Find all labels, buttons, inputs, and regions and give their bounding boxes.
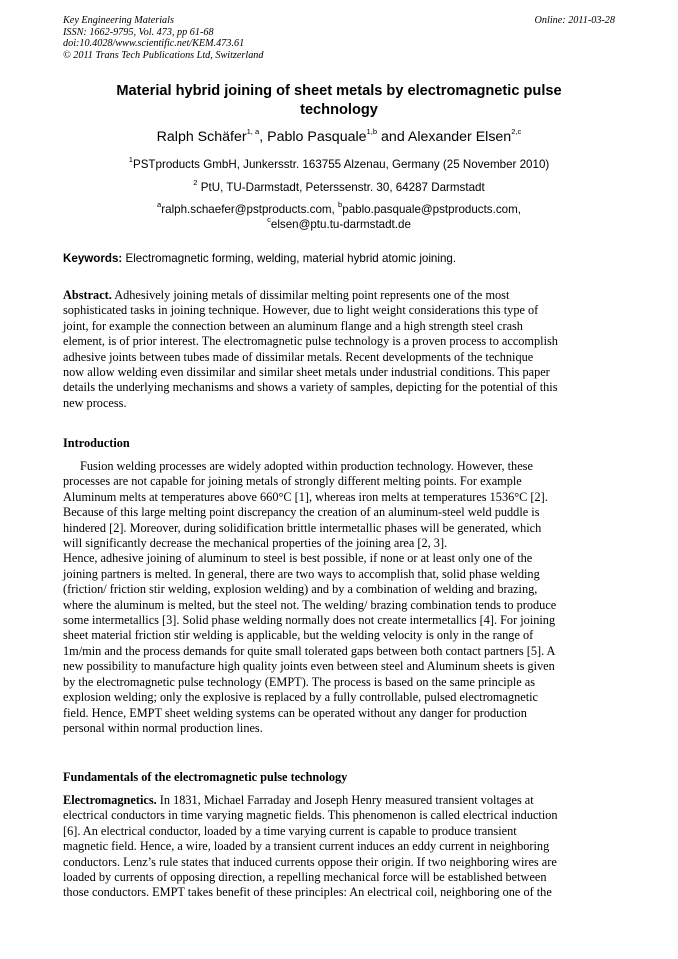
abstract-line: adhesive joints between tubes made of dissimilar metals. Recent developments of the technique (63, 349, 534, 364)
abstract-label: Abstract. (63, 288, 112, 302)
journal-header (63, 15, 615, 61)
intro-line: where the aluminum is melted, but the steel not. The welding/ brazing combination tends to produce (63, 597, 557, 612)
intro-line: (friction/ friction stir welding, explosion welding) and by a combination of welding and brazing, (63, 582, 538, 597)
keywords (63, 251, 615, 266)
affil-2-marker: 2 (193, 178, 198, 188)
introduction-body (63, 459, 615, 736)
author-separator: and (377, 129, 408, 145)
intro-line: processes are not capable for joining metals of strongly different melting points. For example (63, 474, 522, 489)
title-line-2: technology (300, 102, 378, 118)
email-a-marker: a (157, 200, 162, 210)
intro-line: field. Hence, EMPT sheet welding systems can be operated without any danger for production (63, 705, 527, 720)
author-2: Pablo Pasquale (263, 129, 367, 145)
intro-line: some intermetallics [3]. Solid phase welding normally does not create intermetallics [4]. For joining (63, 613, 556, 628)
fundamentals-body (63, 793, 615, 901)
author-3: Alexander Elsen (407, 129, 512, 145)
issn-line: ISSN: 1662-9795, Vol. 473, pp 61-68 (63, 26, 214, 38)
abstract-line: sophisticated tasks in joining technique. However, due to light weight considerations this type of (63, 303, 539, 318)
email-b-marker: b (338, 200, 343, 210)
fundamentals-line: magnetic field. Hence, a wire, loaded by a transient current induces an eddy current in neighboring (63, 839, 550, 854)
author-1-affil: 1, a (246, 127, 260, 137)
abstract-line: element, is of prior interest. The electromagnetic pulse technology is a proven process to accomplish (63, 334, 558, 349)
intro-line: hindered [2]. Moreover, during solidification brittle intermetallic phases will be generated, which (63, 520, 542, 535)
author-3-affil: 2,c (511, 127, 522, 137)
intro-line: Aluminum melts at temperatures above 660°C [1], whereas iron melts at temperatures 1536°C [2]. (63, 489, 548, 504)
intro-line: personal within normal production lines. (63, 720, 263, 735)
intro-line: new possibility to manufacture high quality joints even between steel and Aluminum sheets is given (63, 659, 555, 674)
abstract-line: details the underlying mechanisms and shows a variety of samples, depicting for the potential of this (63, 380, 558, 395)
journal-name: Key Engineering Materials (63, 15, 174, 26)
affil-2-text: PtU, TU-Darmstadt, Peterssenstr. 30, 64287 Darmstadt (197, 181, 485, 194)
electromagnetics-lead: Electromagnetics. (63, 793, 157, 807)
online-date: Online: 2011-03-28 (534, 15, 615, 26)
author-separator: , (259, 129, 264, 145)
fundamentals-line: loaded by currents of opposing direction, a repelling mechanical force will be established between (63, 870, 547, 885)
fundamentals-line: conductors. Lenz’s rule states that induced currents oppose their origin. If two neighboring wires are (63, 854, 557, 869)
abstract-line: new process. (63, 395, 127, 410)
email-b[interactable]: pablo.pasquale@pstproducts.com, (342, 203, 521, 216)
author-1: Ralph Schäfer (156, 129, 247, 145)
intro-line: will significantly decrease the mechanical properties of the joining area [2, 3]. (63, 536, 448, 551)
doi-line: doi:10.4028/www.scientific.net/KEM.473.61 (63, 38, 245, 50)
email-list (63, 202, 615, 232)
paper-title (63, 82, 615, 120)
email-a[interactable]: ralph.schaefer@pstproducts.com, (161, 203, 339, 216)
affiliation-1 (63, 157, 615, 172)
keywords-label: Keywords: (63, 252, 123, 265)
copyright-line: © 2011 Trans Tech Publications Ltd, Switzerland (63, 49, 264, 61)
title-line-1: Material hybrid joining of sheet metals by electromagnetic pulse (116, 83, 562, 99)
keywords-text: Electromagnetic forming, welding, material hybrid atomic joining. (122, 252, 457, 265)
author-2-affil: 1,b (366, 127, 378, 137)
intro-line: Fusion welding processes are widely adopted within production technology. However, these (80, 459, 533, 473)
affil-1-text: PSTproducts GmbH, Junkersstr. 163755 Alzenau, Germany (25 November 2010) (132, 158, 550, 171)
intro-line: Because of this large melting point discrepancy the creation of an aluminum-steel weld puddle is (63, 505, 540, 520)
abstract (63, 288, 615, 411)
intro-line: sheet material friction stir welding is applicable, but the welding velocity is only in the range of (63, 628, 534, 643)
abstract-line: Adhesively joining metals of dissimilar melting point represents one of the most (111, 288, 510, 302)
abstract-line: now allow welding even dissimilar and similar sheet metals under industrial conditions. This paper (63, 365, 550, 380)
fundamentals-line: [6]. An electrical conductor, loaded by a time varying current is capable to produce transient (63, 823, 517, 838)
author-list (63, 128, 615, 147)
fundamentals-line: electrical conductors in time varying magnetic fields. This phenomenon is called electrical induction (63, 808, 558, 823)
affiliation-2 (63, 180, 615, 195)
intro-line: joining partners is melted. In general, there are two ways to accomplish that, solid phase welding (63, 566, 540, 581)
intro-line: Hence, adhesive joining of aluminum to steel is best possible, if none or at least only one of the (63, 551, 533, 566)
section-heading-fundamentals: Fundamentals of the electromagnetic pulse technology (63, 770, 348, 784)
fundamentals-line: In 1831, Michael Farraday and Joseph Henry measured transient voltages at (156, 793, 534, 807)
intro-line: by the electromagnetic pulse technology (EMPT). The process is based on the same principle as (63, 674, 536, 689)
email-c-marker: c (267, 215, 271, 225)
fundamentals-line: those conductors. EMPT takes benefit of these principles: An electrical coil, neighboring one of the (63, 885, 552, 900)
abstract-line: joint, for example the connection between an aluminum flange and a high strength steel crash (63, 318, 523, 333)
intro-line: 1m/min and the process demands for quite small tolerated gaps between both contact partners [5]. A (63, 643, 556, 658)
email-c[interactable]: elsen@ptu.tu-darmstadt.de (270, 218, 411, 231)
affil-1-marker: 1 (128, 155, 133, 165)
intro-line: explosion welding; only the explosive is replaced by a fully controllable, pulsed electromagnetic (63, 690, 539, 705)
section-heading-introduction: Introduction (63, 436, 130, 450)
